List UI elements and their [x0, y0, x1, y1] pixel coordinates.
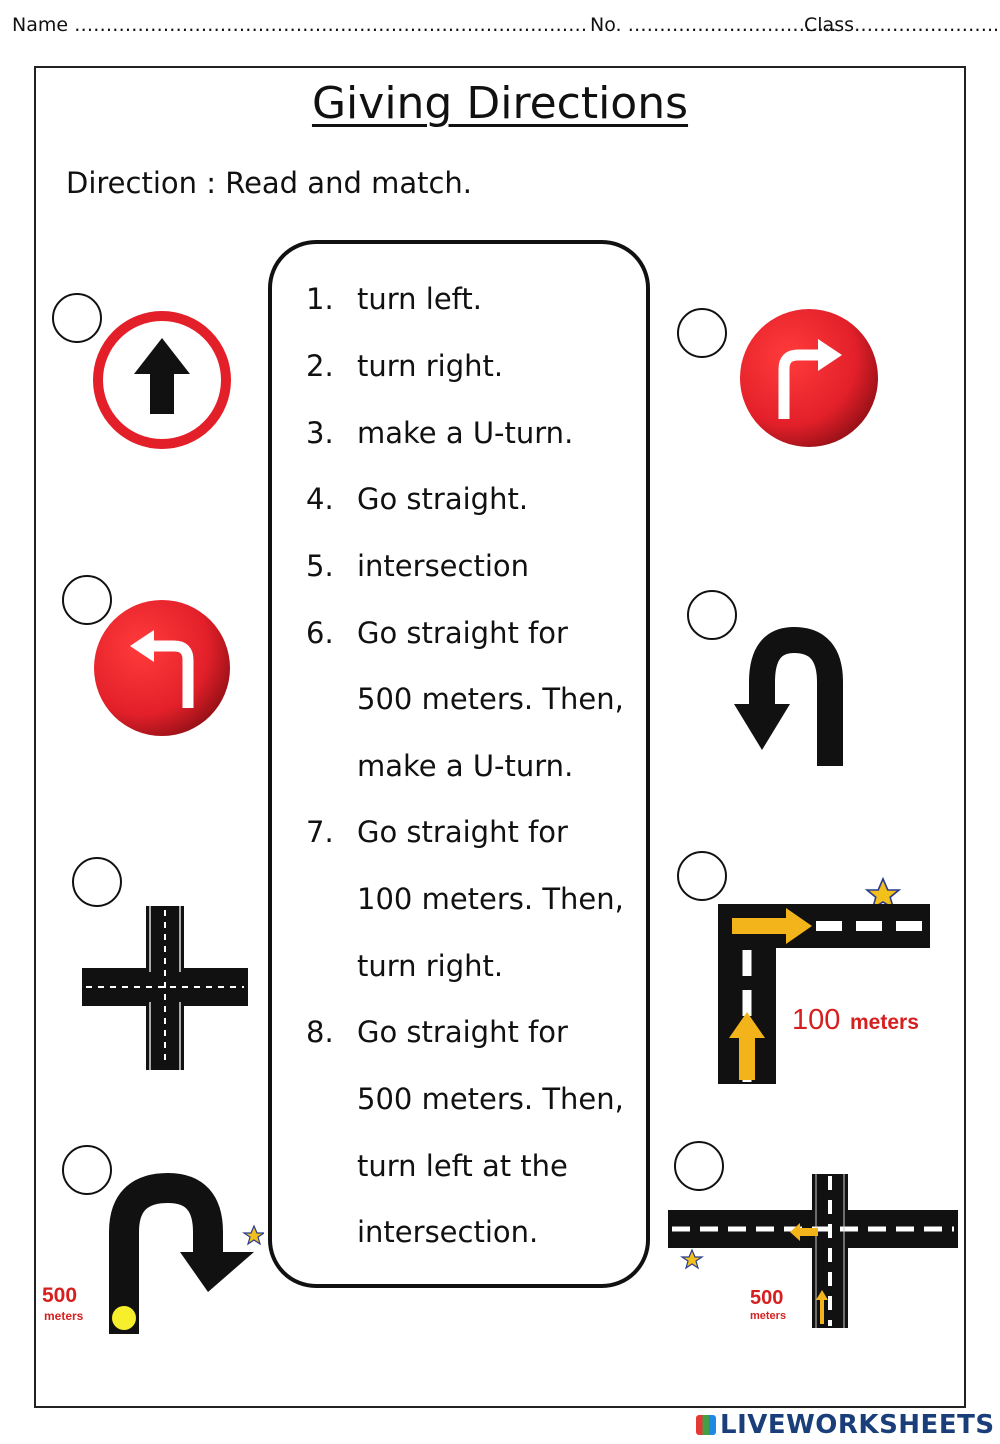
answer-circle-intersection[interactable] [72, 857, 122, 907]
distance-unit: meters [44, 1309, 84, 1323]
header-line [12, 14, 1000, 42]
distance-number: 500 [750, 1287, 784, 1309]
distance-unit: meters [850, 1011, 919, 1034]
distance-unit: meters [750, 1310, 787, 1322]
brand-icon [696, 1415, 716, 1435]
answer-circle-turn-right[interactable] [677, 308, 727, 358]
route-uturn-500-icon [38, 1170, 264, 1338]
turn-right-sign-icon [738, 307, 880, 449]
route-right-100-icon [716, 876, 932, 1086]
go-straight-sign-icon [90, 308, 234, 452]
number-field[interactable]: No. …………………………… [590, 14, 837, 36]
name-field[interactable]: Name ……………………………………………………………………… [12, 14, 588, 36]
distance-number: 500 [42, 1284, 78, 1307]
class-field[interactable]: Class………………….. [804, 14, 1000, 36]
intersection-road-icon [82, 906, 248, 1070]
turn-left-sign-icon [92, 598, 232, 738]
u-turn-arrow-icon [730, 626, 850, 770]
instruction-text: Direction : Read and match. [66, 166, 473, 200]
page-title: Giving Directions [311, 78, 689, 129]
distance-number: 100 [792, 1004, 841, 1036]
route-left-intersection-500-icon [668, 1174, 958, 1328]
liveworksheets-logo: LIVEWORKSHEETS [696, 1410, 995, 1440]
